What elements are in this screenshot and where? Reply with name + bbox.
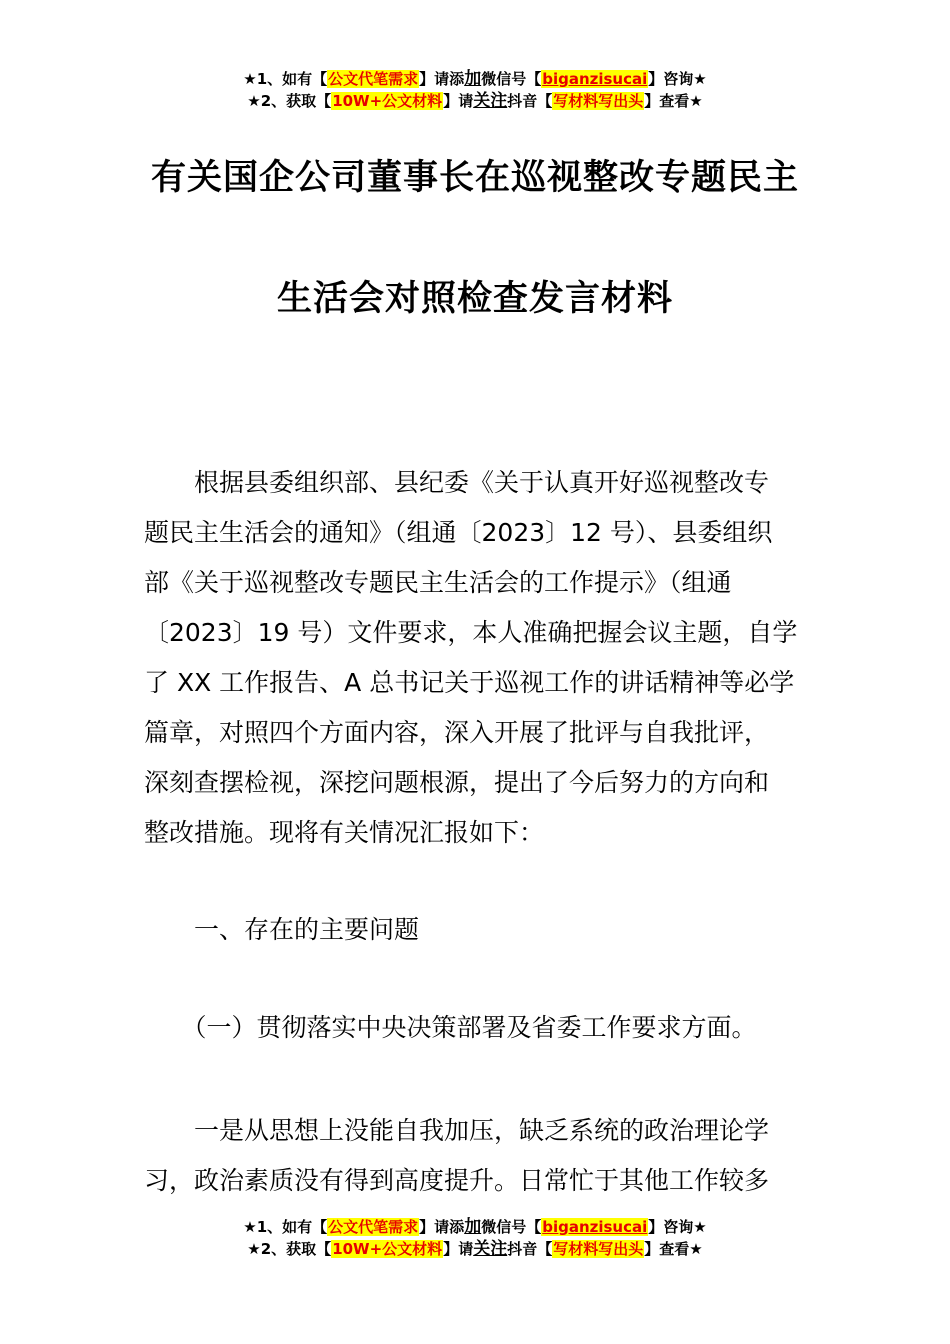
ad-highlight: 10W+公文材料 bbox=[332, 92, 443, 110]
section-heading: 一、存在的主要问题 bbox=[144, 915, 420, 944]
text-line: 深刻查摆检视，深挖问题根源，提出了今后努力的方向和 bbox=[144, 768, 770, 797]
text-line: 习，政治素质没有得到高度提升。日常忙于其他工作较多 bbox=[144, 1166, 770, 1195]
text-line: 了 XX 工作报告、A 总书记关于巡视工作的讲话精神等必学 bbox=[144, 668, 795, 697]
text-line: 题民主生活会的通知》（组通〔2023〕12 号）、县委组织 bbox=[144, 518, 773, 547]
document-title-line-1: 有关国企公司董事长在巡视整改专题民主 bbox=[150, 158, 799, 198]
ad-line-1: ★1、如有【公文代笔需求】请添加微信号【biganzisucai】咨询★ bbox=[243, 69, 707, 89]
text-line: 部《关于巡视整改专题民主生活会的工作提示》（组通 bbox=[144, 568, 732, 597]
text-line: 一是从思想上没能自我加压，缺乏系统的政治理论学 bbox=[144, 1116, 770, 1145]
ad-banner-top bbox=[0, 68, 950, 112]
ad-wechat-id: biganzisucai bbox=[542, 70, 648, 88]
ad-line-2: ★2、获取【10W+公文材料】请关注抖音【写材料写出头】查看★ bbox=[247, 91, 703, 111]
ad-highlight: 公文代笔需求 bbox=[328, 1218, 419, 1236]
ad-douyin-id: 写材料写出头 bbox=[553, 1240, 644, 1258]
ad-wechat-id: biganzisucai bbox=[542, 1218, 648, 1236]
text-line: 篇章，对照四个方面内容，深入开展了批评与自我批评， bbox=[144, 718, 770, 747]
document-title-line-2: 生活会对照检查发言材料 bbox=[276, 279, 673, 319]
subsection-heading: （一）贯彻落实中央决策部署及省委工作要求方面。 bbox=[144, 1013, 757, 1042]
ad-douyin-id: 写材料写出头 bbox=[553, 92, 644, 110]
paragraph-issue-1 bbox=[144, 1106, 806, 1206]
ad-banner-bottom bbox=[0, 1216, 950, 1260]
ad-line-2: ★2、获取【10W+公文材料】请关注抖音【写材料写出头】查看★ bbox=[247, 1239, 703, 1259]
paragraph-intro bbox=[144, 458, 806, 858]
ad-highlight: 公文代笔需求 bbox=[328, 70, 419, 88]
text-line: 整改措施。现将有关情况汇报如下： bbox=[144, 818, 545, 847]
ad-highlight: 10W+公文材料 bbox=[332, 1240, 443, 1258]
text-line: 根据县委组织部、县纪委《关于认真开好巡视整改专 bbox=[144, 468, 770, 497]
ad-line-1: ★1、如有【公文代笔需求】请添加微信号【biganzisucai】咨询★ bbox=[243, 1217, 707, 1237]
text-line: 〔2023〕19 号）文件要求，本人准确把握会议主题，自学 bbox=[144, 618, 798, 647]
